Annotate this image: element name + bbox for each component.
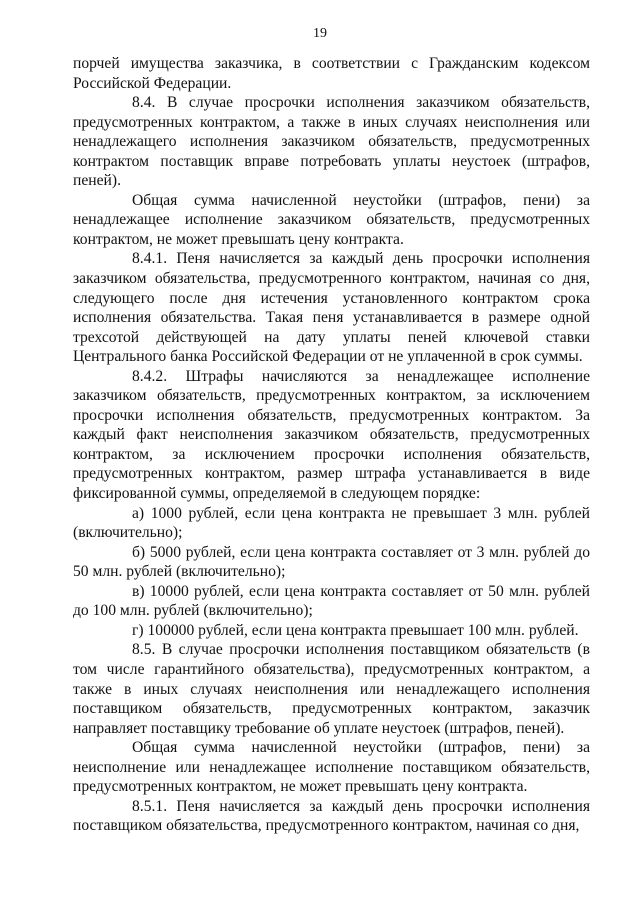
list-item-v: в) 10000 рублей, если цена контракта составляет от 50 млн. рублей до 100 млн. рублей (включительно); <box>73 582 590 620</box>
list-item-a: а) 1000 рублей, если цена контракта не превышает 3 млн. рублей (включительно); <box>73 504 590 542</box>
paragraph-8-4: 8.4. В случае просрочки исполнения заказчиком обязательств, предусмотренных контрактом, а также в иных случаях неисполнения или ненадлежащего исполнения заказчиком обязательств, предусмотренных контрактом поставщик вправе потребовать уплаты неустоек (штрафов, пеней). <box>73 94 590 190</box>
list-item-b: б) 5000 рублей, если цена контракта составляет от 3 млн. рублей до 50 млн. рублей (включительно); <box>73 543 590 581</box>
paragraph-8-4-2: 8.4.2. Штрафы начисляются за ненадлежащее исполнение заказчиком обязательств, предусмотренных контрактом, за исключением просрочки исполнения обязательств, предусмотренных контрактом. За каждый факт неисполнения заказчиком обязательств, предусмотренных контрактом, за исключением просрочки исполнения обязательств, предусмотренных контрактом, размер штрафа устанавливается в виде фиксированной суммы, определяемой в следующем порядке: <box>73 367 590 503</box>
page-number: 19 <box>313 26 327 41</box>
paragraph-continuation: порчей имущества заказчика, в соответствии с Гражданским кодексом Российской Федерации. <box>73 55 590 92</box>
document-body <box>73 54 590 836</box>
paragraph-8-4-total-penalty: Общая сумма начисленной неустойки (штрафов, пени) за ненадлежащее исполнение заказчиком обязательств, предусмотренных контрактом, не может превышать цену контракта. <box>73 191 590 248</box>
list-item-g: г) 100000 рублей, если цена контракта превышает 100 млн. рублей. <box>132 621 579 639</box>
paragraph-8-5-1: 8.5.1. Пеня начисляется за каждый день просрочки исполнения поставщиком обязательства, предусмотренного контрактом, начиная со дня, <box>73 797 590 835</box>
paragraph-8-5-total-penalty: Общая сумма начисленной неустойки (штрафов, пени) за неисполнение или ненадлежащее исполнение поставщиком обязательств, предусмотренных контрактом, не может превышать цену контракта. <box>73 739 590 796</box>
paragraph-8-4-1: 8.4.1. Пеня начисляется за каждый день просрочки исполнения заказчиком обязательства, предусмотренного контрактом, начиная со дня, следующего после дня истечения установленного контрактом срока исполнения обязательства. Такая пеня устанавливается в размере одной трехсотой действующей на дату уплаты пеней ключевой ставки Центрального банка Российской Федерации от не уплаченной в срок суммы. <box>73 250 590 366</box>
paragraph-8-5: 8.5. В случае просрочки исполнения поставщиком обязательств (в том числе гарантийного обязательства), предусмотренных контрактом, а также в иных случаях неисполнения или ненадлежащего исполнения поставщиком обязательств, предусмотренных контрактом, заказчик направляет поставщику требование об уплате неустоек (штрафов, пеней). <box>73 641 590 737</box>
